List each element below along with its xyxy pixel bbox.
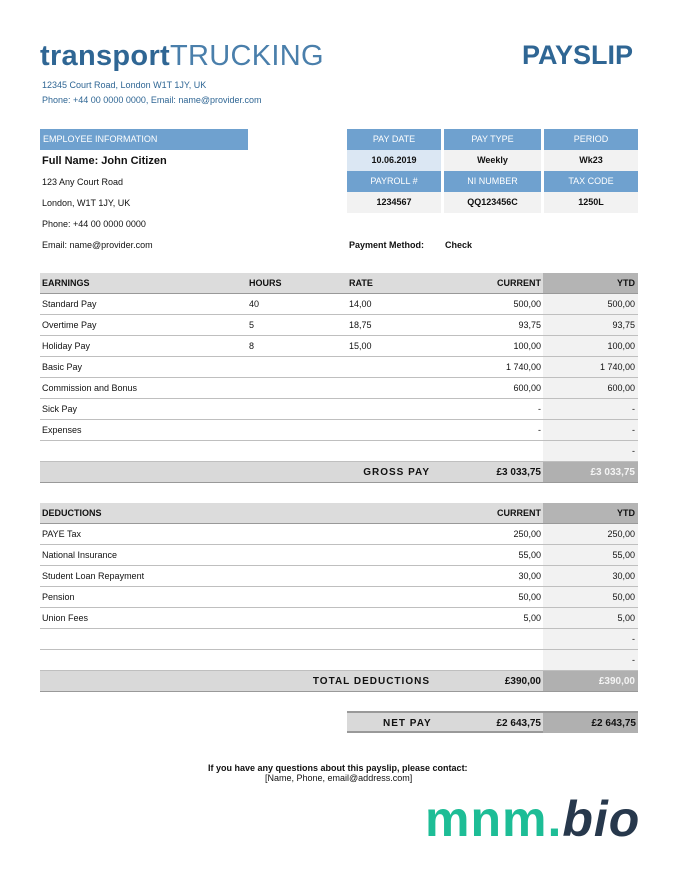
deductions-row — [40, 545, 638, 566]
cell-current: 5,00 — [523, 613, 541, 623]
cell-label: Commission and Bonus — [42, 383, 138, 393]
tax-code-label: TAX CODE — [544, 171, 638, 192]
cell-ytd: - — [632, 404, 635, 414]
earnings-row — [40, 294, 638, 315]
deductions-header-row — [40, 503, 638, 524]
cell-current: - — [538, 425, 541, 435]
cell-hours: 8 — [249, 341, 255, 351]
ni-number-value: QQ123456C — [444, 192, 541, 213]
cell-current: 600,00 — [513, 383, 541, 393]
total-ytd: £390,00 — [598, 676, 635, 687]
employee-city: London, W1T 1JY, UK — [42, 198, 131, 208]
period-label: PERIOD — [544, 129, 638, 150]
ni-number-label: NI NUMBER — [444, 171, 541, 192]
column-header-hours: HOURS — [249, 278, 282, 288]
cell-label: Holiday Pay — [42, 341, 91, 351]
earnings-row — [40, 357, 638, 378]
company-contact: Phone: +44 00 0000 0000, Email: name@provider.com — [42, 95, 262, 105]
employee-street: 123 Any Court Road — [42, 177, 124, 187]
cell-hours: 5 — [249, 320, 255, 330]
cell-current: 1 740,00 — [505, 362, 541, 372]
document-title: PAYSLIP — [521, 40, 633, 70]
cell-rate: 15,00 — [349, 341, 372, 351]
watermark-logo: mnm.bio — [425, 791, 641, 847]
cell-ytd: 600,00 — [607, 383, 635, 393]
payment-method-label: Payment Method: — [349, 240, 425, 250]
cell-label: Student Loan Repayment — [42, 571, 145, 581]
earnings-row — [40, 378, 638, 399]
earnings-row — [40, 420, 638, 441]
cell-label: PAYE Tax — [42, 529, 82, 539]
deductions-row — [40, 629, 638, 650]
cell-ytd: 93,75 — [612, 320, 635, 330]
deductions-row — [40, 650, 638, 671]
cell-current: 55,00 — [518, 550, 541, 560]
deductions-total-row — [40, 671, 638, 692]
period-value: Wk23 — [544, 150, 638, 171]
employee-email: Email: name@provider.com — [42, 240, 153, 250]
earnings-header-row — [40, 273, 638, 294]
cell-label: Basic Pay — [42, 362, 83, 372]
cell-ytd: 55,00 — [612, 550, 635, 560]
cell-ytd: 500,00 — [607, 299, 635, 309]
footer-contact: [Name, Phone, email@address.com] — [265, 773, 413, 783]
employee-phone: Phone: +44 00 0000 0000 — [42, 219, 146, 229]
earnings-row — [40, 336, 638, 357]
cell-label: Pension — [42, 592, 75, 602]
pay-date-value: 10.06.2019 — [347, 150, 441, 171]
employee-info-header: EMPLOYEE INFORMATION — [40, 129, 248, 150]
cell-current: 50,00 — [518, 592, 541, 602]
net-pay-row — [347, 711, 638, 733]
cell-current: 93,75 — [518, 320, 541, 330]
total-ytd: £3 033,75 — [590, 467, 635, 478]
payment-method-value: Check — [445, 240, 473, 250]
employee-name: Full Name: John Citizen — [42, 155, 167, 167]
cell-label: National Insurance — [42, 550, 118, 560]
cell-rate: 18,75 — [349, 320, 372, 330]
earnings-total-row — [40, 462, 638, 483]
total-label: GROSS PAY — [363, 467, 430, 478]
total-label: TOTAL DEDUCTIONS — [312, 676, 430, 687]
cell-label: Overtime Pay — [42, 320, 97, 330]
tax-code-value: 1250L — [544, 192, 638, 213]
total-current: £390,00 — [504, 676, 541, 687]
cell-rate: 14,00 — [349, 299, 372, 309]
cell-label: Sick Pay — [42, 404, 78, 414]
earnings-row — [40, 399, 638, 420]
company-address: 12345 Court Road, London W1T 1JY, UK — [42, 80, 207, 90]
deductions-row — [40, 524, 638, 545]
cell-ytd: 100,00 — [607, 341, 635, 351]
column-header-current: CURRENT — [497, 508, 541, 518]
cell-ytd: - — [632, 634, 635, 644]
cell-ytd: 30,00 — [612, 571, 635, 581]
cell-current: - — [538, 404, 541, 414]
cell-ytd: 250,00 — [607, 529, 635, 539]
cell-ytd: - — [632, 655, 635, 665]
cell-current: 250,00 — [513, 529, 541, 539]
deductions-row — [40, 587, 638, 608]
cell-ytd: 5,00 — [617, 613, 635, 623]
column-header-rate: RATE — [349, 278, 373, 288]
cell-current: 500,00 — [513, 299, 541, 309]
cell-ytd: - — [632, 446, 635, 456]
payroll-value: 1234567 — [347, 192, 441, 213]
column-header-label: DEDUCTIONS — [42, 508, 102, 518]
cell-label: Union Fees — [42, 613, 89, 623]
footer — [0, 763, 680, 783]
pay-date-label: PAY DATE — [347, 129, 441, 150]
net-pay-label: NET PAY — [383, 718, 432, 729]
payroll-label: PAYROLL # — [347, 171, 441, 192]
pay-type-label: PAY TYPE — [444, 129, 541, 150]
column-header-label: EARNINGS — [42, 278, 90, 288]
earnings-row — [40, 441, 638, 462]
cell-hours: 40 — [249, 299, 260, 309]
column-header-ytd: YTD — [617, 278, 635, 288]
column-header-current: CURRENT — [497, 278, 541, 288]
cell-ytd: 50,00 — [612, 592, 635, 602]
net-pay-current: £2 643,75 — [496, 718, 541, 729]
earnings-row — [40, 315, 638, 336]
total-current: £3 033,75 — [496, 467, 541, 478]
cell-current: 30,00 — [518, 571, 541, 581]
column-header-ytd: YTD — [617, 508, 635, 518]
deductions-row — [40, 566, 638, 587]
cell-current: 100,00 — [513, 341, 541, 351]
deductions-row — [40, 608, 638, 629]
cell-label: Standard Pay — [42, 299, 97, 309]
company-logo: transportTRUCKING — [40, 40, 324, 72]
footer-question: If you have any questions about this payslip, please contact: — [208, 763, 468, 773]
cell-ytd: 1 740,00 — [599, 362, 635, 372]
net-pay-ytd: £2 643,75 — [591, 718, 636, 729]
cell-label: Expenses — [42, 425, 82, 435]
cell-ytd: - — [632, 425, 635, 435]
pay-type-value: Weekly — [444, 150, 541, 171]
